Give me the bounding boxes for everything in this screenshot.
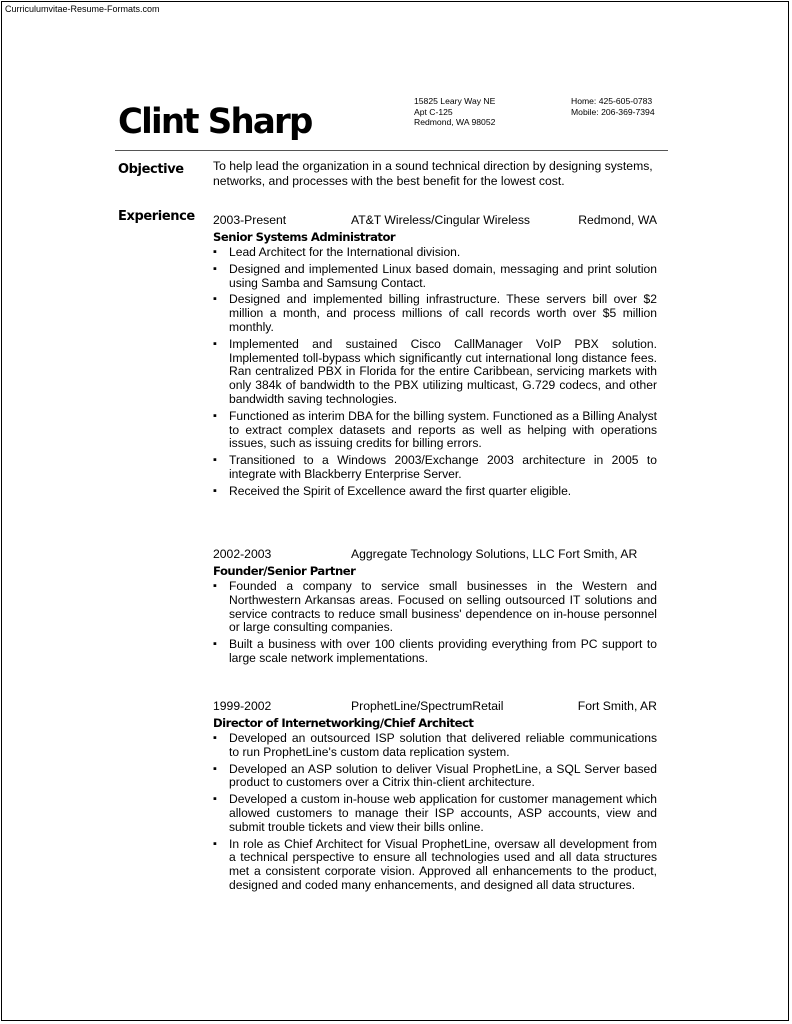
header-divider xyxy=(115,150,668,151)
address-block xyxy=(414,96,495,128)
address-line: 15825 Leary Way NE xyxy=(414,96,496,106)
bullet-item: ▪ Developed an ASP solution to deliver Visual ProphetLine, a SQL Server based product to customers over a Citrix thin-client architecture. xyxy=(213,763,657,791)
bullet-item: ▪ Transitioned to a Windows 2003/Exchange 2003 architecture in 2005 to integrate with Blackberry Enterprise Server. xyxy=(213,454,657,482)
job-dates: 1999-2002 xyxy=(213,699,272,713)
job-title: Founder/Senior Partner xyxy=(213,564,356,578)
bullet-item: ▪ Developed a custom in-house web application for customer management which allowed customers to manage their ISP accounts, ASP accounts, view and submit trouble tickets and view their bills online. xyxy=(213,793,657,834)
job-dates: 2002-2003 xyxy=(213,547,272,561)
job-entry xyxy=(213,697,657,896)
candidate-name: Clint Sharp xyxy=(118,101,312,143)
bullet-item: ▪ Designed and implemented Linux based domain, messaging and print solution using Samba and Samsung Contact. xyxy=(213,263,657,291)
job-bullets xyxy=(213,580,657,666)
bullet-item: ▪ Implemented and sustained Cisco CallManager VoIP PBX solution. Implemented toll-bypass which significantly cut international long distance fees. Ran centralized PBX in Florida for the entire Caribbean, servicing markets with only 384k of bandwidth to the PBX utilizing multicast, G.729 codecs, and other bandwidth saving technologies. xyxy=(213,338,657,407)
job-title: Senior Systems Administrator xyxy=(213,230,396,244)
bullet-item: ▪ Founded a company to service small businesses in the Western and Northwestern Arkansas areas. Focused on selling outsourced IT solutions and service contracts to reduce small business' dependence on in-house personnel or large consulting companies. xyxy=(213,580,657,635)
job-entry xyxy=(213,545,657,669)
job-entry xyxy=(213,211,657,502)
job-company: ProphetLine/SpectrumRetail xyxy=(351,699,504,713)
job-header xyxy=(213,545,657,563)
bullet-item: ▪ Built a business with over 100 clients providing everything from PC support to large scale network implementations. xyxy=(213,638,657,666)
job-location: Fort Smith, AR xyxy=(577,699,657,713)
home-phone: Home: 425-605-0783 xyxy=(571,96,653,106)
job-bullets xyxy=(213,246,657,499)
job-header xyxy=(213,211,657,229)
job-company: AT&T Wireless/Cingular Wireless xyxy=(351,213,531,227)
address-line: Apt C-125 xyxy=(414,106,453,117)
address-line: Redmond, WA 98052 xyxy=(414,117,496,128)
phone-block xyxy=(571,96,655,117)
bullet-item: ▪ In role as Chief Architect for Visual ProphetLine, oversaw all development from a technical perspective to ensure all technologies used and all data structures met a consistent corporate vision. Approved all enhancements to the product, designed and coded many enhancements, and designed all data structures. xyxy=(213,838,657,893)
objective-text: To help lead the organization in a sound technical direction by designing systems, networks, and processes with the best benefit for the lowest cost. xyxy=(213,159,653,188)
bullet-item: ▪ Designed and implemented billing infrastructure. These servers bill over $2 million a month, and process millions of call records worth over $5 million monthly. xyxy=(213,293,657,334)
job-title: Director of Internetworking/Chief Architect xyxy=(213,716,474,730)
mobile-phone: Mobile: 206-369-7394 xyxy=(571,106,655,117)
job-dates: 2003-Present xyxy=(213,213,287,227)
job-company: Aggregate Technology Solutions, LLC Fort Smith, AR xyxy=(351,547,638,561)
bullet-item: ▪ Lead Architect for the International division. xyxy=(213,246,657,260)
job-header xyxy=(213,697,657,715)
experience-label: Experience xyxy=(118,209,195,224)
site-watermark: Curriculumvitae-Resume-Formats.com xyxy=(5,4,160,14)
job-bullets xyxy=(213,732,657,893)
job-location: Redmond, WA xyxy=(578,213,657,227)
objective-label: Objective xyxy=(118,162,184,177)
bullet-item: ▪ Received the Spirit of Excellence award the first quarter eligible. xyxy=(213,485,657,499)
bullet-item: ▪ Developed an outsourced ISP solution that delivered reliable communications to run ProphetLine's custom data replication system. xyxy=(213,732,657,760)
bullet-item: ▪ Functioned as interim DBA for the billing system. Functioned as a Billing Analyst to extract complex datasets and reports as well as helping with operations issues, such as issuing credits for billing errors. xyxy=(213,410,657,451)
